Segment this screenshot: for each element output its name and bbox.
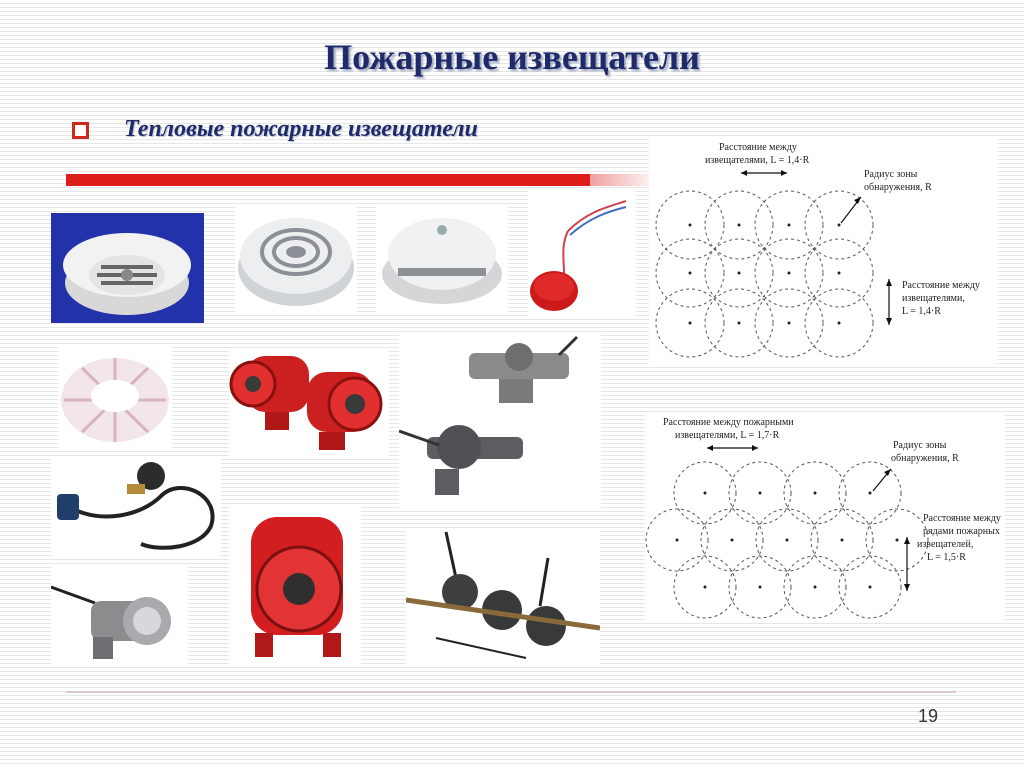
page-number: 19: [918, 706, 939, 726]
top-vert-label-2: извещателями,: [902, 293, 965, 304]
photo-round-heat-detector-blue: [51, 213, 204, 323]
bottom-rows-label-4: L = 1,5·R: [927, 552, 966, 563]
top-dist-label-2: извещателями, L = 1,4·R: [705, 155, 810, 166]
top-radius-label-1: Радиус зоны: [864, 169, 918, 180]
diagram-square-placement: [649, 139, 998, 364]
bottom-rows-label-2: рядами пожарных: [923, 526, 1000, 537]
photo-linear-cable-detector: [528, 191, 636, 317]
bottom-rows-label-3: извещателей,: [917, 539, 974, 550]
photo-ribbed-heat-detector: [58, 344, 172, 448]
photo-cylindrical-metal-detector: [51, 567, 188, 667]
photo-white-dome-detector: [376, 206, 508, 314]
slide-title: Пожарные извещатели: [324, 37, 700, 77]
bottom-dist-label-2: извещателями, L = 1,7·R: [675, 430, 780, 441]
top-dist-label-1: Расстояние между: [719, 142, 797, 153]
top-radius-label-2: обнаружения, R: [864, 182, 932, 193]
photo-black-detector-cable: [51, 456, 221, 556]
photo-metal-industrial-detectors: [399, 335, 601, 511]
photo-red-explosion-proof-pair: [229, 350, 389, 458]
bottom-dist-label-1: Расстояние между пожарными: [663, 417, 794, 428]
footer-divider: [66, 691, 956, 693]
slide-subtitle: Тепловые пожарные извещатели: [124, 116, 478, 142]
bottom-rows-label-1: Расстояние между: [923, 513, 1001, 524]
photo-white-detector-slots: [235, 206, 357, 314]
top-vert-label-1: Расстояние между: [902, 280, 980, 291]
top-vert-label-3: L = 1,4·R: [902, 306, 941, 317]
bottom-radius-label-1: Радиус зоны: [893, 440, 947, 451]
red-divider-bar: [66, 174, 590, 186]
bullet-square-icon: [72, 122, 89, 139]
diagram-staggered-placement: [645, 413, 1005, 623]
photo-red-cylindrical-detector: [229, 505, 361, 665]
photo-dark-detector-group: [406, 528, 600, 664]
bottom-radius-label-2: обнаружения, R: [891, 453, 959, 464]
